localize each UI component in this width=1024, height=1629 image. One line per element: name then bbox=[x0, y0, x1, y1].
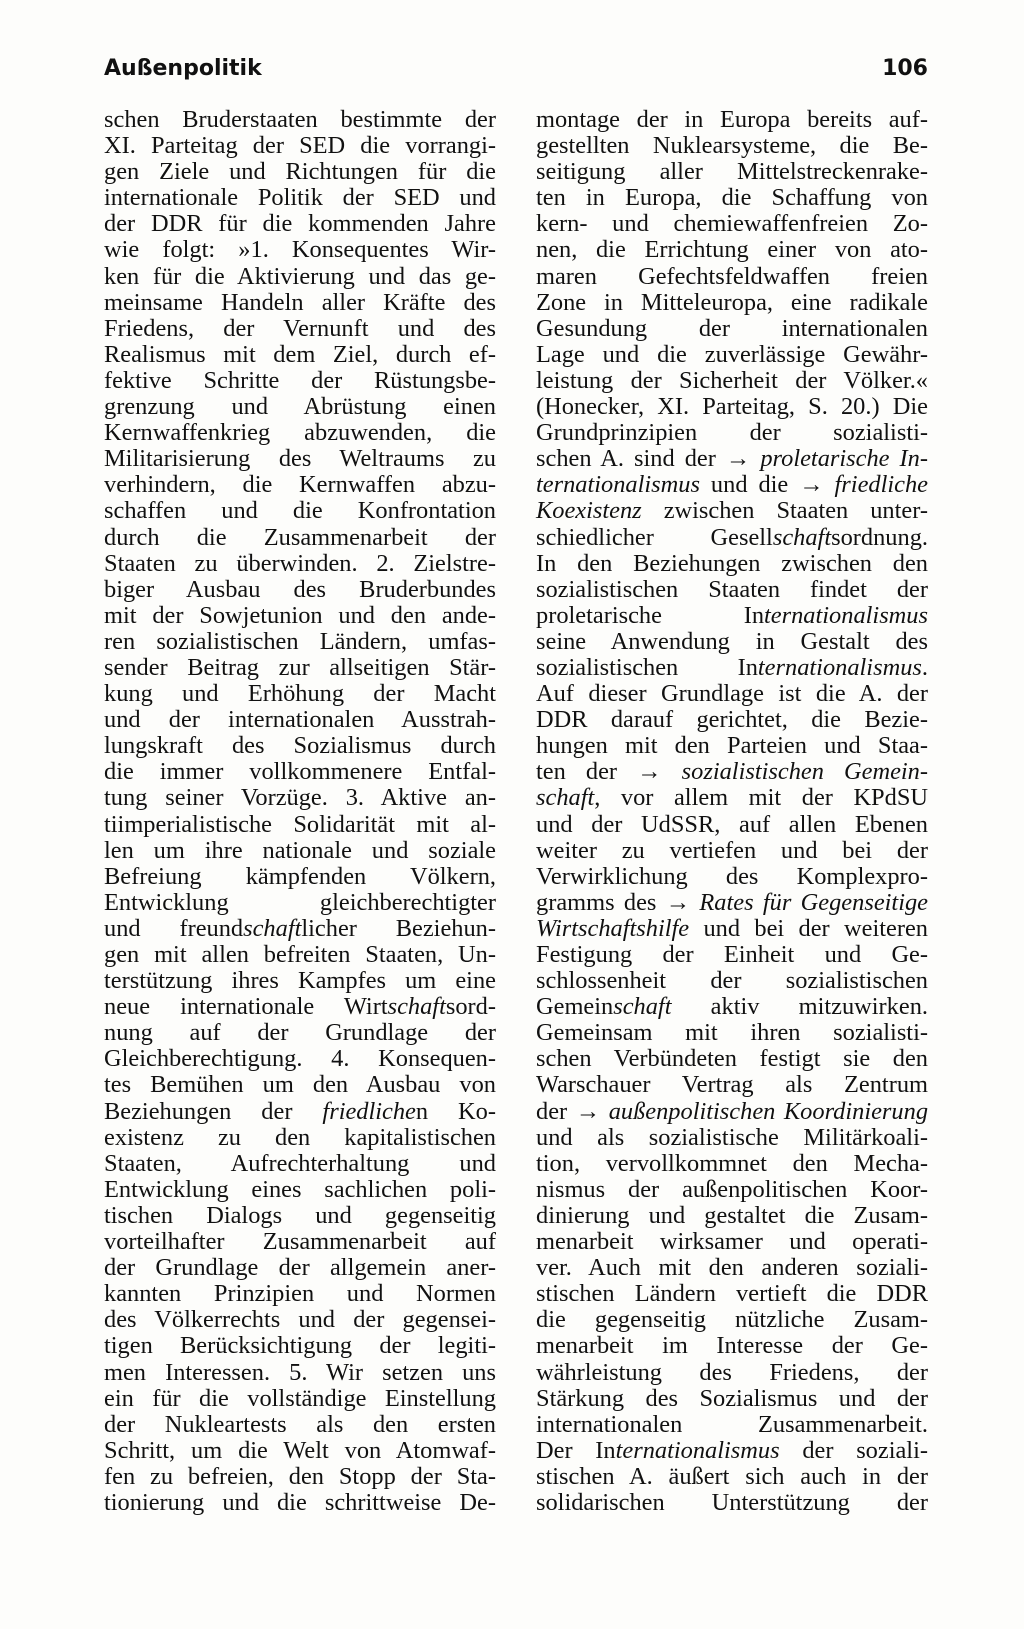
text-line: Wirtschaftshilfe und bei der weiteren bbox=[536, 914, 928, 942]
text-line: menarbeit wirksamer und operati- bbox=[536, 1228, 928, 1256]
text-line: tionierung und die schrittweise De- bbox=[104, 1488, 496, 1516]
text-line: tiimperialistische Solidarität mit al- bbox=[104, 810, 496, 838]
text-line: stischen A. äußert sich auch in der bbox=[536, 1462, 928, 1490]
text-line: seitigung aller Mittelstreckenrake- bbox=[536, 158, 928, 186]
text-line: Lage und die zuverlässige Gewähr- bbox=[536, 340, 928, 368]
text-line: montage der in Europa bereits auf- bbox=[536, 106, 928, 133]
text-line: leistung der Sicherheit der Völker.« bbox=[536, 366, 928, 394]
text-line: und als sozialistische Militärkoali- bbox=[536, 1123, 928, 1151]
text-line: Gemeinschaft aktiv mitzuwirken. bbox=[536, 993, 928, 1021]
text-line: dinierung und gestaltet die Zusam- bbox=[536, 1201, 928, 1229]
text-line: ein für die vollständige Einstellung bbox=[104, 1384, 496, 1412]
text-line: Schritt, um die Welt von Atomwaf- bbox=[104, 1436, 496, 1464]
text-line: Der Internationalismus der soziali- bbox=[536, 1436, 928, 1464]
text-line: Gesundung der internationalen bbox=[536, 314, 928, 342]
text-line: ternationalismus und die → friedliche bbox=[536, 471, 928, 499]
text-line: fektive Schritte der Rüstungsbe- bbox=[104, 366, 496, 394]
text-line: tion, vervollkommnet den Mecha- bbox=[536, 1149, 928, 1177]
text-line: Entwicklung eines sachlichen poli- bbox=[104, 1175, 496, 1203]
text-line: Entwicklung gleichberechtigter bbox=[104, 888, 496, 916]
text-line: tigen Berücksichtigung der legiti- bbox=[104, 1332, 496, 1360]
left-text-column bbox=[104, 107, 496, 1516]
page-number: 106 bbox=[882, 56, 928, 81]
text-line: internationale Politik der SED und bbox=[104, 184, 496, 212]
text-line: neue internationale Wirtschaftsord- bbox=[104, 993, 496, 1021]
text-line: fen zu befreien, den Stopp der Sta- bbox=[104, 1462, 496, 1490]
text-line: ken für die Aktivierung und das ge- bbox=[104, 262, 496, 290]
text-line: die immer vollkommenere Entfal- bbox=[104, 758, 496, 786]
text-line: lungskraft des Sozialismus durch bbox=[104, 732, 496, 760]
text-line: des Völkerrechts und der gegensei- bbox=[104, 1306, 496, 1334]
text-line: meinsame Handeln aller Kräfte des bbox=[104, 288, 496, 316]
text-line: nen, die Errichtung einer von ato- bbox=[536, 236, 928, 264]
text-line: schen A. sind der → proletarische In- bbox=[536, 445, 928, 473]
text-line: menarbeit im Interesse der Ge- bbox=[536, 1332, 928, 1360]
text-line: gen Ziele und Richtungen für die bbox=[104, 158, 496, 186]
text-line: gramms des → Rates für Gegenseitige bbox=[536, 888, 928, 916]
text-line: In den Beziehungen zwischen den bbox=[536, 549, 928, 577]
text-line: solidarischen Unterstützung der bbox=[536, 1488, 928, 1516]
text-line: Staaten, Aufrechterhaltung und bbox=[104, 1149, 496, 1177]
text-line: ten der → sozialistischen Gemein- bbox=[536, 758, 928, 786]
text-line: DDR darauf gerichtet, die Bezie- bbox=[536, 706, 928, 734]
text-line: Beziehungen der friedlichen Ko- bbox=[104, 1097, 496, 1125]
text-line: schlossenheit der sozialistischen bbox=[536, 967, 928, 995]
text-line: Realismus mit dem Ziel, durch ef- bbox=[104, 340, 496, 368]
text-line: tung seiner Vorzüge. 3. Aktive an- bbox=[104, 784, 496, 812]
text-line: Staaten zu überwinden. 2. Zielstre- bbox=[104, 549, 496, 577]
text-line: seine Anwendung in Gestalt des bbox=[536, 627, 928, 655]
text-line: maren Gefechtsfeldwaffen freien bbox=[536, 262, 928, 290]
text-line: schaft, vor allem mit der KPdSU bbox=[536, 784, 928, 812]
text-line: wie folgt: »1. Konsequentes Wir- bbox=[104, 236, 496, 264]
text-line: der Nukleartests als den ersten bbox=[104, 1410, 496, 1438]
text-line: biger Ausbau des Bruderbundes bbox=[104, 575, 496, 603]
text-line: Festigung der Einheit und Ge- bbox=[536, 941, 928, 968]
text-line: Befreiung kämpfenden Völkern, bbox=[104, 862, 496, 890]
running-header bbox=[104, 56, 928, 90]
text-line: kern- und chemiewaffenfreien Zo- bbox=[536, 210, 928, 238]
text-line: proletarische Internationalismus bbox=[536, 601, 928, 629]
text-line: der Grundlage der allgemein aner- bbox=[104, 1254, 496, 1282]
text-line: und freundschaftlicher Beziehun- bbox=[104, 914, 496, 942]
text-line: men Interessen. 5. Wir setzen uns bbox=[104, 1358, 496, 1386]
text-line: ver. Auch mit den anderen soziali- bbox=[536, 1254, 928, 1282]
text-line: durch die Zusammenarbeit der bbox=[104, 523, 496, 551]
text-line: die gegenseitig nützliche Zusam- bbox=[536, 1306, 928, 1334]
text-line: Kernwaffenkrieg abzuwenden, die bbox=[104, 419, 496, 447]
text-line: weiter zu vertiefen und bei der bbox=[536, 836, 928, 864]
text-line: währleistung des Friedens, der bbox=[536, 1358, 928, 1386]
text-line: schaffen und die Konfrontation bbox=[104, 497, 496, 525]
text-line: kung und Erhöhung der Macht bbox=[104, 680, 496, 708]
text-line: Gleichberechtigung. 4. Konsequen- bbox=[104, 1045, 496, 1073]
text-line: gen mit allen befreiten Staaten, Un- bbox=[104, 941, 496, 968]
text-line: und der UdSSR, auf allen Ebenen bbox=[536, 810, 928, 838]
text-line: Gemeinsam mit ihren sozialisti- bbox=[536, 1019, 928, 1047]
text-line: sozialistischen Internationalismus. bbox=[536, 653, 928, 681]
text-line: tes Bemühen um den Ausbau von bbox=[104, 1071, 496, 1099]
text-line: nung auf der Grundlage der bbox=[104, 1019, 496, 1047]
text-line: gestellten Nuklearsysteme, die Be- bbox=[536, 132, 928, 160]
text-line: sozialistischen Staaten findet der bbox=[536, 575, 928, 603]
text-line: ten in Europa, die Schaffung von bbox=[536, 184, 928, 212]
text-line: mit der Sowjetunion und den ande- bbox=[104, 601, 496, 629]
text-line: tischen Dialogs und gegenseitig bbox=[104, 1201, 496, 1229]
text-line: verhindern, die Kernwaffen abzu- bbox=[104, 471, 496, 499]
text-line: schiedlicher Gesellschaftsordnung. bbox=[536, 523, 928, 551]
text-line: ren sozialistischen Ländern, umfas- bbox=[104, 627, 496, 655]
text-line: Friedens, der Vernunft und des bbox=[104, 314, 496, 342]
text-line: Grundprinzipien der sozialisti- bbox=[536, 419, 928, 447]
text-line: und der internationalen Ausstrah- bbox=[104, 706, 496, 734]
text-line: grenzung und Abrüstung einen bbox=[104, 393, 496, 421]
text-line: (Honecker, XI. Parteitag, S. 20.) Die bbox=[536, 393, 928, 421]
text-line: Zone in Mitteleuropa, eine radikale bbox=[536, 288, 928, 316]
text-line: terstützung ihres Kampfes um eine bbox=[104, 967, 496, 995]
text-line: internationalen Zusammenarbeit. bbox=[536, 1410, 928, 1438]
text-line: nismus der außenpolitischen Koor- bbox=[536, 1175, 928, 1203]
page-title: Außenpolitik bbox=[104, 56, 262, 81]
text-line: sender Beitrag zur allseitigen Stär- bbox=[104, 653, 496, 681]
text-line: der DDR für die kommenden Jahre bbox=[104, 210, 496, 238]
text-line: Verwirklichung des Komplexpro- bbox=[536, 862, 928, 890]
text-line: Koexistenz zwischen Staaten unter- bbox=[536, 497, 928, 525]
text-line: Warschauer Vertrag als Zentrum bbox=[536, 1071, 928, 1099]
text-line: XI. Parteitag der SED die vorrangi- bbox=[104, 132, 496, 160]
right-text-column bbox=[536, 107, 928, 1516]
text-line: Auf dieser Grundlage ist die A. der bbox=[536, 680, 928, 708]
text-line: Stärkung des Sozialismus und der bbox=[536, 1384, 928, 1412]
text-line: schen Verbündeten festigt sie den bbox=[536, 1045, 928, 1073]
text-line: existenz zu den kapitalistischen bbox=[104, 1123, 496, 1151]
text-line: stischen Ländern vertieft die DDR bbox=[536, 1280, 928, 1308]
text-line: Militarisierung des Weltraums zu bbox=[104, 445, 496, 473]
text-line: vorteilhafter Zusammenarbeit auf bbox=[104, 1228, 496, 1256]
text-line: kannten Prinzipien und Normen bbox=[104, 1280, 496, 1308]
text-line: hungen mit den Parteien und Staa- bbox=[536, 732, 928, 760]
text-line: der → außenpolitischen Koordinierung bbox=[536, 1097, 929, 1125]
text-line: schen Bruderstaaten bestimmte der bbox=[104, 106, 496, 133]
text-line: len um ihre nationale und soziale bbox=[104, 836, 496, 864]
